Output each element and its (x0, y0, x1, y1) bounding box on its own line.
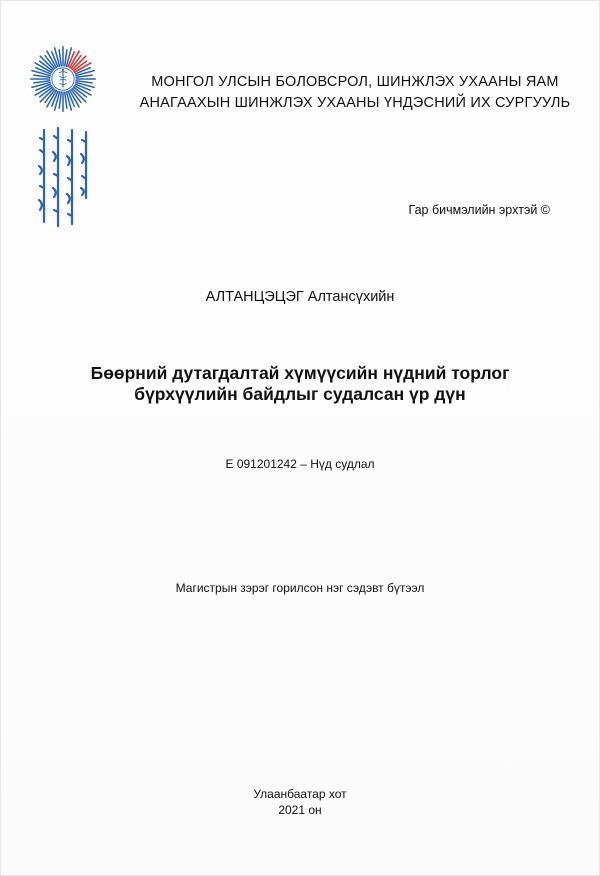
ministry-name: МОНГОЛ УЛСЫН БОЛОВСРОЛ, ШИНЖЛЭХ УХААНЫ ЯАМ (151, 74, 559, 90)
specialty-code: Е 091201242 – Нүд судлал (225, 457, 375, 471)
mongolian-script-logo-text (34, 126, 100, 231)
place-and-year (0, 786, 600, 818)
year: 2021 он (278, 803, 322, 817)
university-name: АНАГААХЫН ШИНЖЛЭХ УХААНЫ ҮНДЭСНИЙ ИХ СУРГУУЛЬ (139, 95, 571, 111)
degree-description: Магистрын зэрэг горилсон нэг сэдэвт бүтээл (175, 581, 425, 595)
author-name: АЛТАНЦЭЦЭГ Алтансүхийн (205, 289, 395, 305)
thesis-title (60, 363, 540, 405)
thesis-title-line-1: Бөөрний дутагдалтай хүмүүсийн нүдний торлог (90, 363, 510, 383)
thesis-title-line-2: бүрхүүлийн байдлыг судалсан үр дүн (134, 384, 466, 404)
medical-university-emblem-icon (28, 44, 98, 114)
institution-header (130, 72, 580, 114)
city: Улаанбаатар хот (253, 787, 347, 801)
copyright-note: Гар бичмэлийн эрхтэй © (408, 203, 550, 217)
